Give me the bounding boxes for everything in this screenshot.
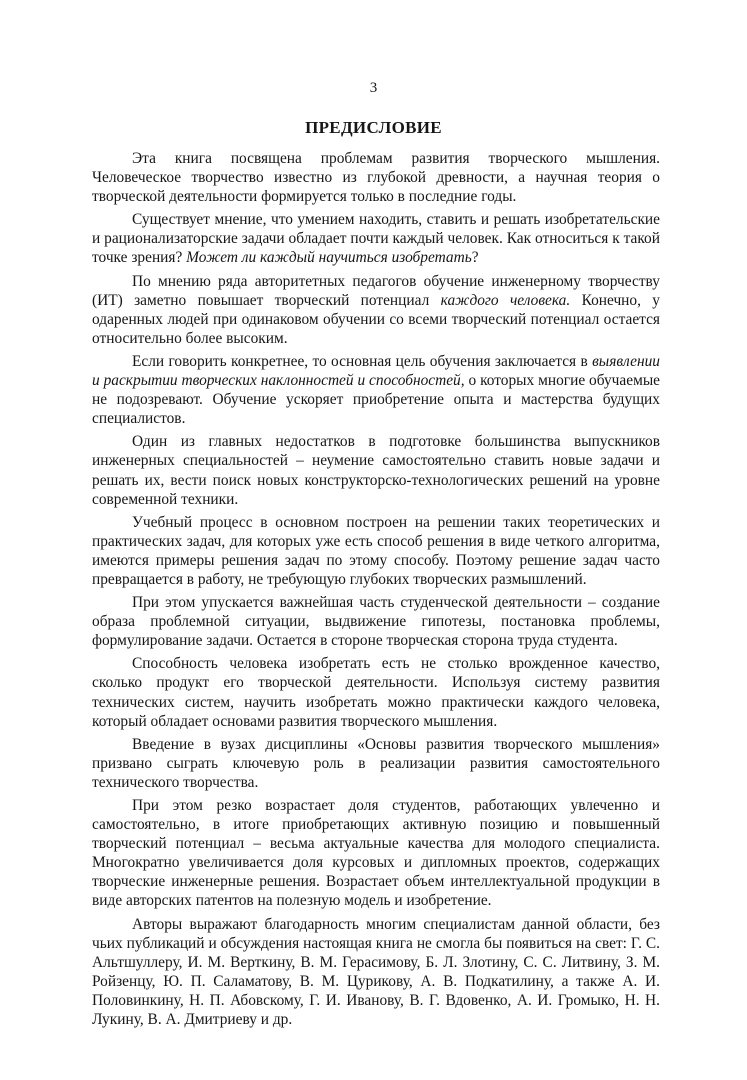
page-title: ПРЕДИСЛОВИЕ xyxy=(305,118,442,137)
body-text xyxy=(92,149,660,1033)
paragraph xyxy=(92,593,660,650)
text-run: При этом упускается важнейшая часть студенческой деятельности – создание образа проблемной ситуации, выдвижение гипотезы, постановка проблемы, формулирование задачи. Остается в стороне творческая сторона труда студента. xyxy=(92,594,660,650)
paragraph xyxy=(92,735,660,792)
text-run: Один из главных недостатков в подготовке большинства выпускников инженерных специальностей – неумение самостоятельно ставить новые задачи и решать их, вести поиск новых конструкторско-технологических решений на уровне современной техники. xyxy=(92,433,660,508)
paragraph xyxy=(92,915,660,1030)
paragraph xyxy=(92,432,660,508)
italic-text-run: каждого человека. xyxy=(440,291,571,309)
text-run: Авторы выражают благодарность многим специалистам данной области, без чьих публикаций и обсуждения настоящая книга не смогла бы появиться на свет: Г. С. Альтшуллеру, И. М. Верткину, В. М. Герасимову, Б. Л. Злотину, С. С. Литвину, З. М. Ройзенцу, Ю. П. Саламатову, В. М. Цурикову, А. В. Подкатилину, а также А. И. Половинкину, Н. П. Абовскому, Г. И. Иванову, В. Г. Вдовенко, А. И. Громыко, Н. Н. Лукину, В. А. Дмитриеву и др. xyxy=(92,915,660,1029)
text-run: о которых многие обучаемые не подозревают. Обучение ускоряет приобретение опыта и мастерства будущих специалистов. xyxy=(92,372,660,428)
text-run: Конечно, у одаренных людей при одинаковом обучении со всеми творческий потенциал остается относительно более высоким. xyxy=(92,291,660,347)
italic-text-run: выявлении и раскрытии творческих наклонностей и способностей, xyxy=(92,352,660,390)
paragraph xyxy=(92,796,660,911)
paragraph xyxy=(92,210,660,267)
paragraph xyxy=(92,513,660,589)
paragraph xyxy=(92,352,660,428)
text-run: При этом резко возрастает доля студентов, работающих увлеченно и самостоятельно, в итоге приобретающих активную позицию и повышенный творческий потенциал – весьма актуальные качества для молодого специалиста. Многократно увеличивается доля курсовых и дипломных проектов, содержащих творческие инженерные решения. Возрастает объем интеллектуальной продукции в виде авторских патентов на полезную модель и изобретение. xyxy=(92,797,660,910)
paragraph xyxy=(92,149,660,206)
text-run: ? xyxy=(471,249,479,267)
paragraph xyxy=(92,272,660,348)
page-number: 3 xyxy=(369,80,378,96)
text-run: Учебный процесс в основном построен на решении таких теоретических и практических задач, для которых уже есть способ решения в виде четкого алгоритма, имеются примеры решения задач по этому способу. Поэтому решение задач часто превращается в работу, не требующую глубоких творческих размышлений. xyxy=(92,513,660,588)
text-run: Введение в вузах дисциплины «Основы развития творческого мышления» призвано сыграть ключевую роль в реализации развития самостоятельного технического творчества. xyxy=(92,735,660,791)
paragraph xyxy=(92,654,660,730)
italic-text-run: Может ли каждый научиться изобретать xyxy=(186,249,472,267)
text-run: Эта книга посвящена проблемам развития творческого мышления. Человеческое творчество известно из глубокой древности, а научная теория о творческой деятельности формируется только в последние годы. xyxy=(92,150,660,206)
text-run: Если говорить конкретнее, то основная цель обучения заключается в xyxy=(132,352,593,370)
text-run: Способность человека изобретать есть не столько врожденное качество, сколько продукт его творческой деятельности. Используя систему развития технических систем, научить изобретать можно практически каждого человека, который обладает основами развития творческого мышления. xyxy=(92,655,660,730)
text-run: Существует мнение, что умением находить, ставить и решать изобретательские и рационализаторские задачи обладает почти каждый человек. Как относиться к такой точке зрения? xyxy=(92,211,660,267)
text-run: По мнению ряда авторитетных педагогов обучение инженерному творчеству (ИТ) заметно повышает творческий потенциал xyxy=(92,272,660,309)
